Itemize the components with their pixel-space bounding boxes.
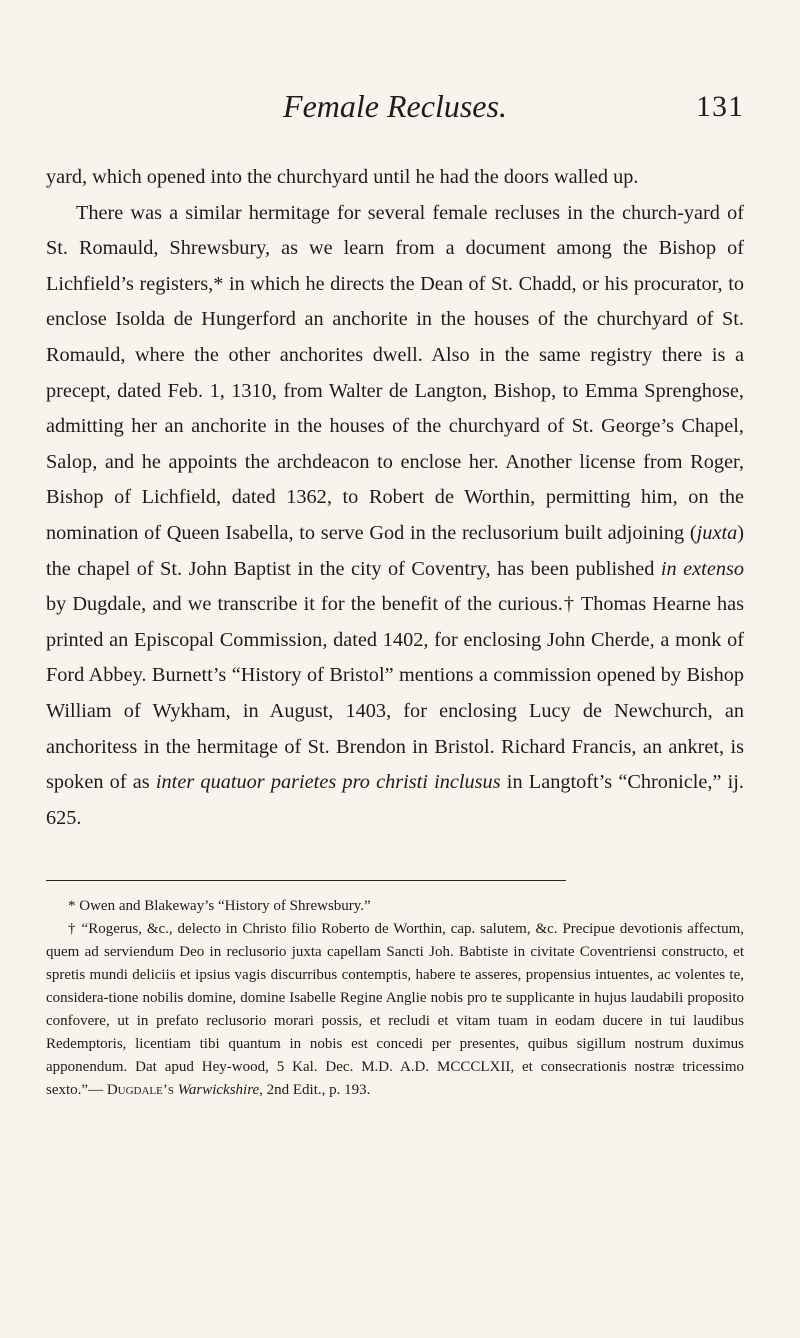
footnote-text: † “Rogerus, &c., delecto in Christo filio Roberto de Worthin, cap. salutem, &c. Precipue devotionis affectum, quem ad serviendum Deo in reclusorio juxta capellam Sancti Joh. Babtiste in civitate Coventriensi constructo, et spretis mundi deliciis et ipsius vagis discurribus contemptis, habere te asseres, propensius intuentes, ac volentes te, considera-tione nobilis domine, domine Isabelle Regine Anglie nobis pro te supplicante in hujus laudabili proposito confovere, ut in prefato reclusorio morari possis, et recludi et vitam tuam in eodam ducere in tui laudibus Redemptoris, licentiam tibi quantum in nobis est concedi per presentes, quibus sigillum nostrum duximus apponendum. Dat apud Hey-wood, 5 Kal. Dec. M.D. A.D. MCCCLXII, et consecrationis nostræ tricessimo sexto.”— <box>46 921 744 1098</box>
italic-term: juxta <box>696 521 738 544</box>
footnote-book-title: Warwickshire <box>177 1082 260 1098</box>
paragraph-recluses <box>46 196 744 837</box>
footnote-rule <box>46 880 566 881</box>
footnote-1: * Owen and Blakeway’s “History of Shrewsbury.” <box>68 898 371 914</box>
italic-term: in extenso <box>660 557 744 580</box>
text-run: There was a similar hermitage for several female recluses in the church-yard of St. Romauld, Shrewsbury, as we learn from a document among the Bishop of Lichfield’s registers,* in which he directs the Dean of St. Chadd, or his procurator, to enclose Isolda de Hungerford an anchorite in the houses of the churchyard of St. Romauld, where the other anchorites dwell. Also in the same registry there is a precept, dated Feb. 1, 1310, from Walter de Langton, Bishop, to Emma Sprenghose, admitting her an anchorite in the houses of the churchyard of St. George’s Chapel, Salop, and he appoints the archdeacon to enclose her. Another license from Roger, Bishop of Lichfield, dated 1362, to Robert de Worthin, permitting him, on the nomination of Queen Isabella, to serve God in the reclusorium built adjoining ( <box>46 201 744 544</box>
italic-quote: inter quatuor parietes pro christi inclusus <box>155 771 501 794</box>
text-run: ) the chapel of St. John Baptist in the city of Coventry, has been published <box>46 521 744 580</box>
footnotes <box>46 895 744 1102</box>
running-title: Female Recluses. <box>283 88 507 124</box>
footnote-author: Dugdale’s <box>106 1082 174 1098</box>
footnote-text: , 2nd Edit., p. 193. <box>259 1082 371 1098</box>
body-text <box>46 160 744 836</box>
text-run: in Langtoft’s “Chronicle,” ij. 625. <box>46 771 744 829</box>
text-run: by Dugdale, and we transcribe it for the benefit of the curious.† Thomas Hearne has printed an Episcopal Commission, dated 1402, for enclosing John Cherde, a monk of Ford Abbey. Burnett’s “History of Bristol” mentions a commission opened by Bishop William of Wykham, in August, 1403, for enclosing Lucy de Newchurch, an anchoritess in the hermitage of St. Brendon in Bristol. Richard Francis, an ankret, is spoken of as <box>46 593 744 794</box>
paragraph-continuation: yard, which opened into the churchyard until he had the doors walled up. <box>46 166 639 188</box>
running-head <box>46 88 744 128</box>
page-number: 131 <box>696 90 744 123</box>
footnote-2 <box>46 918 744 1102</box>
